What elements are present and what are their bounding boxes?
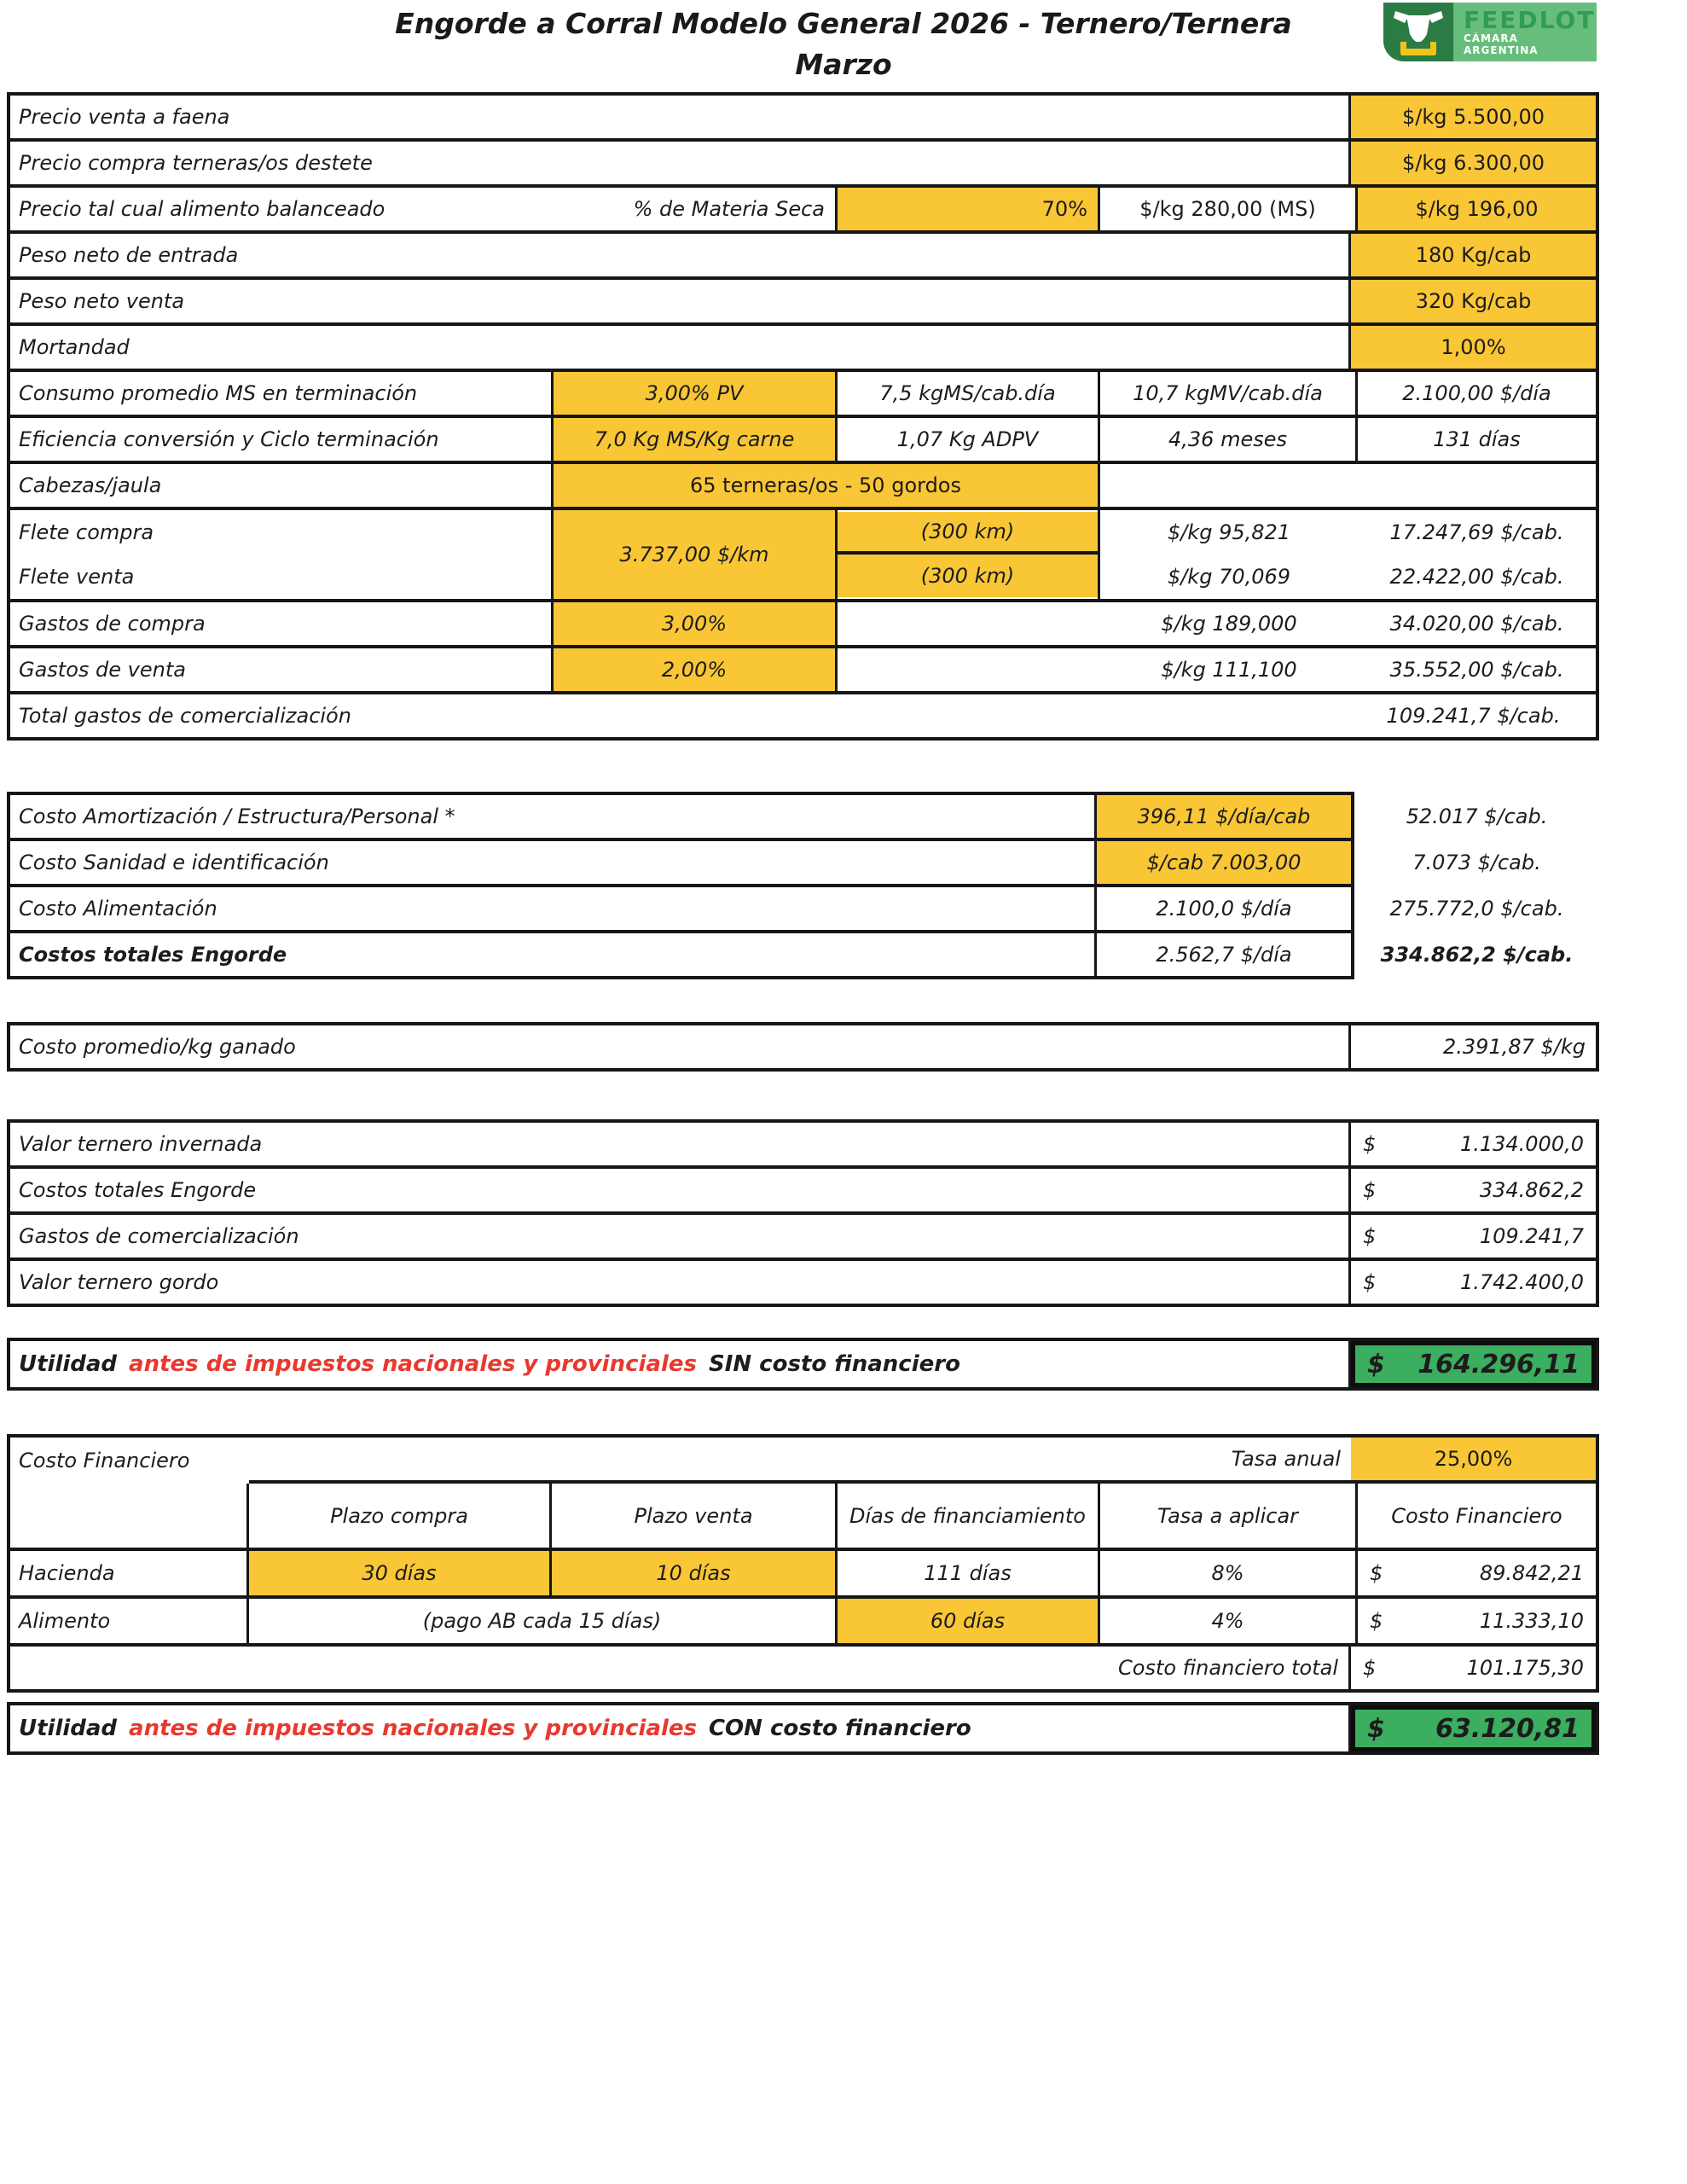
table-row xyxy=(10,96,1596,142)
row-label: Gastos de venta xyxy=(10,648,554,691)
table-row xyxy=(10,602,1596,648)
table-row xyxy=(10,1438,1596,1484)
table-row xyxy=(10,694,1596,737)
input-cell-consumo-pv[interactable]: 3,00% PV xyxy=(554,372,838,415)
table-row xyxy=(10,1705,1596,1751)
value-cell xyxy=(1351,1123,1596,1165)
empty-cell xyxy=(838,648,1100,691)
row-label: Eficiencia conversión y Ciclo terminación xyxy=(10,418,554,461)
amount: 164.296,11 xyxy=(1417,1349,1580,1380)
parameters-table xyxy=(7,92,1599,741)
value-cell: 7,5 kgMS/cab.día xyxy=(838,372,1100,415)
flete-values xyxy=(1100,510,1596,599)
flete-labels xyxy=(10,510,554,599)
value-cell xyxy=(1358,1551,1596,1595)
value-cell: 2.562,7 $/día xyxy=(1156,943,1292,967)
input-cell-precio-alimento[interactable]: $/kg 196,00 xyxy=(1358,188,1596,230)
utilidad-con-result xyxy=(1351,1705,1596,1751)
table-row xyxy=(10,1599,1596,1647)
logo-name: FEEDLOT xyxy=(1464,5,1596,34)
value-cell: 35.552,00 $/cab. xyxy=(1389,658,1564,682)
logo-subname: CÁMARA ARGENTINA xyxy=(1464,32,1539,56)
utilidad-sin-row xyxy=(7,1338,1599,1391)
value-cell: $/kg 70,069 xyxy=(1167,565,1291,589)
row-label: Flete compra xyxy=(19,520,154,544)
input-cell-km-compra[interactable]: (300 km) xyxy=(838,512,1098,555)
column-header: Plazo compra xyxy=(249,1484,552,1548)
pago-note: (pago AB cada 15 días) xyxy=(249,1599,838,1643)
input-cell-sanidad[interactable]: $/cab 7.003,00 xyxy=(1097,841,1351,884)
input-cell-gastos-venta[interactable]: 2,00% xyxy=(554,648,838,691)
input-cell-precio-compra[interactable]: $/kg 6.300,00 xyxy=(1351,142,1596,184)
amount: 89.842,21 xyxy=(1479,1561,1584,1585)
total-label: Costo financiero total xyxy=(10,1647,1351,1689)
input-cell-eficiencia[interactable]: 7,0 Kg MS/Kg carne xyxy=(554,418,838,461)
table-row xyxy=(10,1341,1596,1387)
value-cell: $/kg 95,821 xyxy=(1167,520,1291,544)
value-cell xyxy=(1358,1599,1596,1643)
flete-block xyxy=(10,510,1596,602)
column-header: Costo Financiero xyxy=(1391,1503,1562,1528)
value-cell xyxy=(1351,1169,1596,1211)
input-cell-tasa-anual[interactable]: 25,00% xyxy=(1351,1438,1596,1484)
input-cell-cabezas[interactable]: 65 terneras/os - 50 gordos xyxy=(554,464,1100,507)
row-label: Total gastos de comercialización xyxy=(19,704,351,728)
value-cell xyxy=(1351,1215,1596,1258)
input-cell-plazo-compra[interactable]: 30 días xyxy=(249,1551,552,1595)
column-header: Días de financiamiento xyxy=(838,1484,1100,1548)
row-label: Costo promedio/kg ganado xyxy=(10,1025,1351,1068)
table-row xyxy=(10,1169,1596,1215)
row-label: Valor ternero gordo xyxy=(10,1261,1351,1304)
page-title-line1: Engorde a Corral Modelo General 2026 - Ternero/Ternera xyxy=(395,7,1292,40)
sub-label: % de Materia Seca xyxy=(554,188,838,230)
input-cell-plazo-venta[interactable]: 10 días xyxy=(552,1551,838,1595)
value-cell: 2.100,0 $/día xyxy=(1156,897,1292,921)
table-row xyxy=(10,1647,1596,1689)
table-row xyxy=(10,887,1351,933)
amount: 334.862,2 xyxy=(1479,1178,1584,1202)
row-label: Alimento xyxy=(10,1599,249,1643)
utilidad-sin-result xyxy=(1351,1341,1596,1387)
costos-table xyxy=(7,792,1354,979)
table-row xyxy=(10,142,1596,188)
currency-sign: $ xyxy=(1370,1609,1383,1633)
table-row xyxy=(10,464,1596,510)
row-label: Costo Sanidad e identificación xyxy=(10,841,1097,884)
flete-km-cells xyxy=(838,510,1100,599)
value-cell: 1,07 Kg ADPV xyxy=(838,418,1100,461)
row-label: Gastos de comercialización xyxy=(10,1215,1351,1258)
row-label: Peso neto de entrada xyxy=(10,234,1351,276)
row-label: Consumo promedio MS en terminación xyxy=(10,372,554,415)
amount: 1.742.400,0 xyxy=(1459,1270,1584,1294)
value-cell: 52.017 $/cab. xyxy=(1406,804,1548,828)
input-cell-amortizacion[interactable]: 396,11 $/día/cab xyxy=(1097,795,1351,838)
value-cell: $/kg 280,00 (MS) xyxy=(1100,188,1358,230)
row-label: Costo Amortización / Estructura/Personal * xyxy=(10,795,1097,838)
logo-wordmark xyxy=(1453,3,1597,61)
value-cell: 10,7 kgMV/cab.día xyxy=(1100,372,1358,415)
empty-cell xyxy=(1100,464,1596,507)
table-row xyxy=(10,188,1596,234)
table-row xyxy=(10,418,1596,464)
input-cell-gastos-compra[interactable]: 3,00% xyxy=(554,602,838,645)
value-cell: 4% xyxy=(1100,1599,1358,1643)
currency-sign: $ xyxy=(1363,1270,1377,1294)
currency-sign: $ xyxy=(1367,1349,1385,1380)
value-cell: $/kg 189,000 xyxy=(1161,612,1297,636)
amount: 63.120,81 xyxy=(1435,1713,1580,1744)
value-cell: 34.020,00 $/cab. xyxy=(1389,612,1564,636)
table-row xyxy=(10,1025,1596,1068)
amount: 1.134.000,0 xyxy=(1459,1132,1584,1156)
costo-financiero-table xyxy=(7,1434,1599,1693)
row-label: Flete venta xyxy=(19,565,135,589)
row-label: Costos totales Engorde xyxy=(10,933,1097,976)
row-label: Costo Financiero xyxy=(19,1449,190,1472)
input-cell-peso-entrada[interactable]: 180 Kg/cab xyxy=(1351,234,1596,276)
table-row xyxy=(10,234,1596,280)
row-label: Gastos de compra xyxy=(10,602,554,645)
flete-venta-values xyxy=(1100,555,1596,599)
value-cell: 131 días xyxy=(1433,427,1521,451)
amount: 11.333,10 xyxy=(1479,1609,1584,1633)
input-cell-precio-venta[interactable]: $/kg 5.500,00 xyxy=(1351,96,1596,138)
table-row xyxy=(10,1215,1596,1261)
header-row xyxy=(10,1484,1596,1551)
input-cell-flete-rate[interactable]: 3.737,00 $/km xyxy=(554,510,838,599)
utilidad-con-label xyxy=(10,1705,1351,1751)
input-cell-km-venta[interactable]: (300 km) xyxy=(838,555,1098,597)
value-cell: 17.247,69 $/cab. xyxy=(1389,520,1564,544)
empty-cell xyxy=(10,1484,249,1548)
label-part-red: antes de impuestos nacionales y provinciales xyxy=(129,1351,697,1377)
row-label: Precio compra terneras/os destete xyxy=(10,142,1351,184)
row-label: Valor ternero invernada xyxy=(10,1123,1351,1165)
table-row xyxy=(10,648,1596,694)
tasa-anual-label: Tasa anual xyxy=(249,1438,1351,1484)
currency-sign: $ xyxy=(1363,1224,1377,1248)
input-cell-materia-seca-pct[interactable]: 70% xyxy=(838,188,1100,230)
row-label: Precio tal cual alimento balanceado xyxy=(19,197,386,221)
value-cell: 8% xyxy=(1100,1551,1358,1595)
row-label: Precio venta a faena xyxy=(10,96,1351,138)
row-label: Cabezas/jaula xyxy=(10,464,554,507)
value-cell: 4,36 meses xyxy=(1100,418,1358,461)
table-row xyxy=(10,1261,1596,1304)
cow-icon xyxy=(1383,3,1453,61)
value-cell: 2.100,00 $/día xyxy=(1402,381,1551,405)
value-cell xyxy=(1351,1647,1596,1689)
currency-sign: $ xyxy=(1367,1713,1385,1744)
row-label: Mortandad xyxy=(10,326,1351,369)
input-cell-peso-venta[interactable]: 320 Kg/cab xyxy=(1351,280,1596,322)
table-row xyxy=(10,326,1596,372)
value-cell: 2.391,87 $/kg xyxy=(1443,1035,1586,1059)
utilidad-con-row xyxy=(7,1702,1599,1755)
empty-cell xyxy=(838,602,1100,645)
row-label: Peso neto venta xyxy=(10,280,1351,322)
table-row xyxy=(10,1551,1596,1599)
value-cell: 7.073 $/cab. xyxy=(1412,851,1541,874)
row-label: Costos totales Engorde xyxy=(10,1169,1351,1211)
label-part: Utilidad xyxy=(19,1716,118,1741)
row-label: Costo Alimentación xyxy=(10,887,1097,930)
label-part: CON costo financiero xyxy=(708,1716,971,1741)
value-cell: 275.772,0 $/cab. xyxy=(1389,897,1564,921)
flete-compra-values xyxy=(1100,510,1596,555)
currency-sign: $ xyxy=(1363,1656,1377,1680)
amount: 109.241,7 xyxy=(1479,1224,1584,1248)
page-title-line2: Marzo xyxy=(795,48,892,81)
value-cell: $/kg 111,100 xyxy=(1161,658,1297,682)
table-row xyxy=(10,372,1596,418)
feedlot-logo xyxy=(1383,3,1597,61)
total-gastos-value: 109.241,7 $/cab. xyxy=(1386,704,1561,728)
row-label: Hacienda xyxy=(10,1551,249,1595)
currency-sign: $ xyxy=(1370,1561,1383,1585)
value-cell xyxy=(1351,1261,1596,1304)
value-cell: 22.422,00 $/cab. xyxy=(1389,565,1564,589)
input-cell-dias-alimento[interactable]: 60 días xyxy=(838,1599,1100,1643)
currency-sign: $ xyxy=(1363,1132,1377,1156)
costo-promedio-table xyxy=(7,1022,1599,1072)
column-header: Plazo venta xyxy=(552,1484,838,1548)
table-row xyxy=(10,1123,1596,1169)
value-cell: 111 días xyxy=(838,1551,1100,1595)
valores-table xyxy=(7,1119,1599,1307)
value-cell: 334.862,2 $/cab. xyxy=(1380,943,1574,967)
amount: 101.175,30 xyxy=(1466,1656,1584,1680)
input-cell-mortandad[interactable]: 1,00% xyxy=(1351,326,1596,369)
table-row xyxy=(10,795,1351,841)
label-part: SIN costo financiero xyxy=(708,1351,960,1377)
table-row xyxy=(10,841,1351,887)
label-part-red: antes de impuestos nacionales y provinciales xyxy=(129,1716,697,1741)
currency-sign: $ xyxy=(1363,1178,1377,1202)
table-row xyxy=(10,933,1351,976)
label-part: Utilidad xyxy=(19,1351,118,1377)
utilidad-sin-label xyxy=(10,1341,1351,1387)
column-header: Tasa a aplicar xyxy=(1100,1484,1358,1548)
table-row xyxy=(10,280,1596,326)
